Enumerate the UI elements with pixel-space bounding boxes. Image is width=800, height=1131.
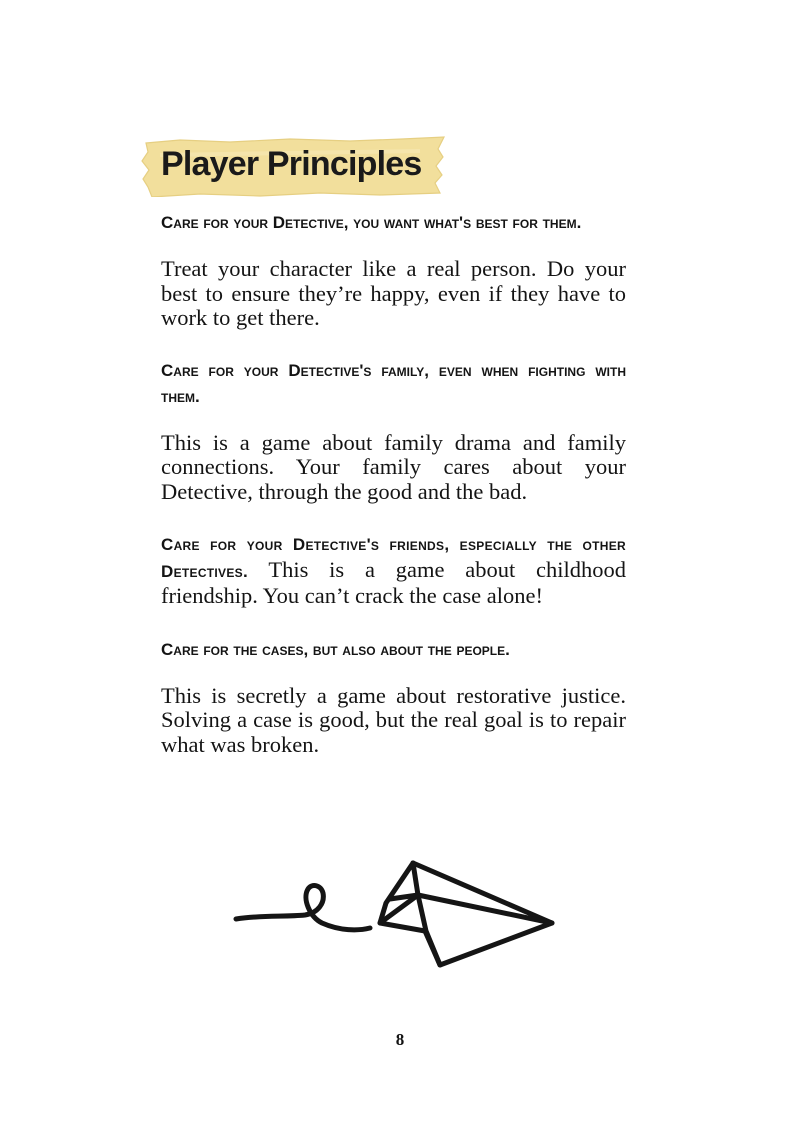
page-number: 8 — [395, 1030, 405, 1049]
section-combined — [161, 531, 626, 609]
page-title: Player Principles — [161, 145, 422, 183]
section-heading: Care for the cases, but also about the people. — [161, 639, 510, 659]
section-body: This is secretly a game about restorative justice. Solving a case is good, but the real goal is to repair what was broken. — [161, 682, 626, 757]
section-body: Treat your character like a real person. Do your best to ensure they’re happy, even if they have to work to get there. — [161, 256, 626, 330]
principles-list — [161, 210, 626, 757]
section-body: This is a game about family drama and family connections. Your family cares about your Detective, through the good and the bad. — [161, 429, 626, 504]
title-banner — [140, 135, 446, 197]
paper-airplane-icon — [230, 855, 560, 975]
section-body: This is a game about childhood friendship. You can’t crack the case alone! — [161, 556, 627, 608]
section-heading: Care for your Detective, you want what's best for them. — [161, 213, 582, 232]
section-heading: Care for your Detective's family, even when fighting with them. — [161, 360, 626, 406]
section-heading: Care for your Detective's friends, especially the other Detectives. — [161, 535, 626, 581]
